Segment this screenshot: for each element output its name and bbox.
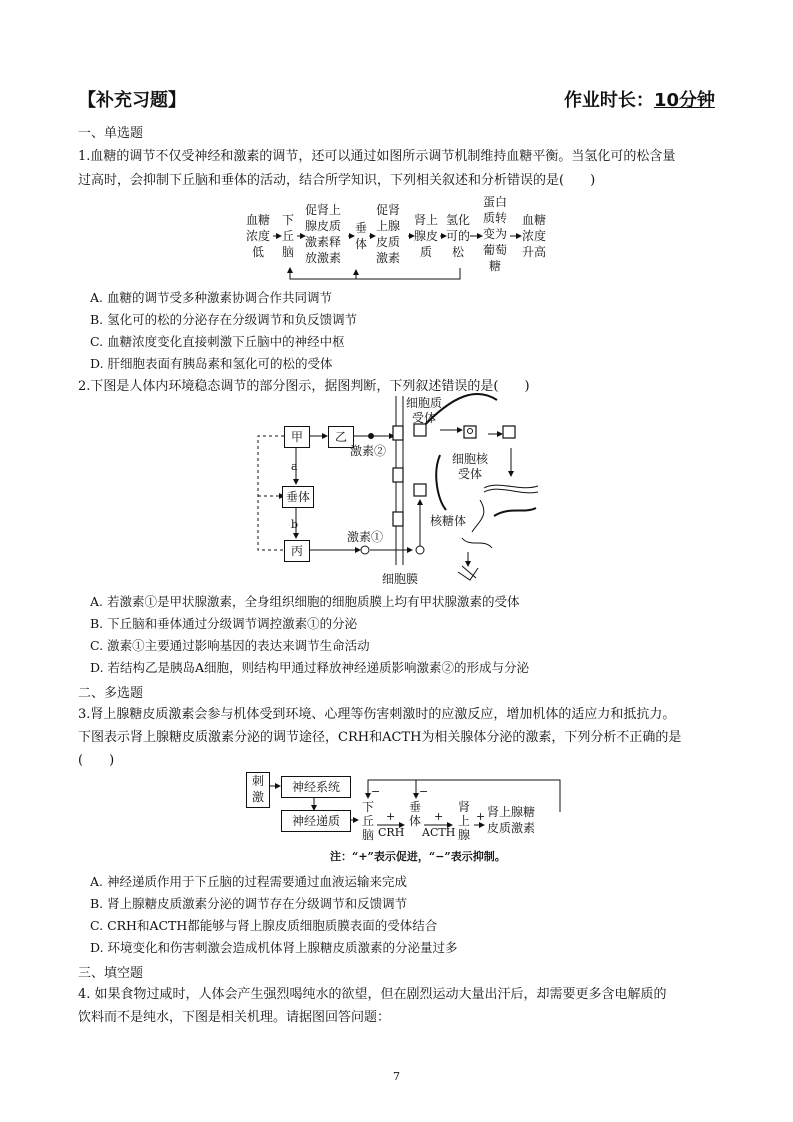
q3-plus-1: + [386,810,396,823]
q3-node-glucocorticoid: 肾上腺糖 皮质激素 [487,805,536,835]
page-number: 7 [393,1070,400,1083]
q3-node-neurotransmitter: 神经递质 [281,810,351,832]
q3-node-hypothalamus: 下 丘 脑 [362,800,375,842]
q1-stem-line2: 过高时，会抑制下丘脑和垂体的活动，结合所学知识，下列相关叙述和分析错误的是( ) [78,173,596,188]
q2-label-ribosome: 核糖体 [430,514,467,528]
section-single-choice: 一、单选题 [78,126,144,141]
q3-option-a[interactable]: A. 神经递质作用于下丘脑的过程需要通过血液运输来完成 [90,874,407,889]
q3-plus-2: + [434,810,444,823]
duration-value: 10分钟 [653,90,715,111]
q3-stem-line1: 3.肾上腺糖皮质激素会参与机体受到环境、心理等伤害刺激时的应激反应，增加机体的适应力和抵抗力。 [78,707,676,722]
q1-node-pituitary: 垂 体 [355,221,368,251]
q2-option-b[interactable]: B. 下丘脑和垂体通过分级调节调控激素①的分泌 [90,616,358,631]
q2-label-cyto-receptor: 细胞质 受体 [406,396,443,425]
q3-option-b[interactable]: B. 肾上腺糖皮质激素分泌的调节存在分级调节和反馈调节 [90,896,408,911]
section-multi-choice: 二、多选题 [78,686,144,701]
exercise-title: 【补充习题】 [78,90,186,111]
q1-node-crh: 促肾上 腺皮质 激素释 放激素 [305,203,342,265]
q3-diagram-note: 注：“+”表示促进，“−”表示抑制。 [330,850,506,863]
q2-label-hormone2: 激素② [350,444,387,458]
q2-node-pituitary: 垂体 [282,486,314,508]
q2-option-c[interactable]: C. 激素①主要通过影响基因的表达来调节生命活动 [90,638,370,653]
q1-node-protein-to-glucose: 蛋白 质转 变为 葡萄 糖 [483,195,508,273]
q1-node-glucose-rise: 血糖 浓度 升高 [522,213,547,259]
q3-stem-line3: ( ) [78,753,115,768]
q3-minus-1: − [371,785,381,798]
q4-stem-line1: 4. 如果食物过咸时，人体会产生强烈喝纯水的欲望，但在剧烈运动大量出汗后，却需要更多含电解质的 [78,987,667,1002]
q3-option-d[interactable]: D. 环境变化和伤害刺激会造成机体肾上腺糖皮质激素的分泌量过多 [90,940,458,955]
q2-label-nuc-receptor: 细胞核 受体 [452,452,489,481]
q3-node-nervous-system: 神经系统 [281,776,351,798]
section-fill-blank: 三、填空题 [78,966,144,981]
q2-label-b: b [291,518,299,531]
q1-node-adrenal-cortex: 肾上 腺皮 质 [414,213,439,259]
q1-stem-line1: 1.血糖的调节不仅受神经和激素的调节，还可以通过如图所示调节机制维持血糖平衡。当氢化可的松含量 [78,149,676,164]
q3-plus-3: + [476,810,486,823]
q2-node-bing: 丙 [284,540,310,562]
q1-node-hypothalamus: 下 丘 脑 [282,213,295,259]
q3-label-acth: ACTH [422,826,456,839]
q2-node-yi: 乙 [328,426,354,448]
q1-node-low-glucose: 血糖 浓度 低 [246,213,271,259]
q2-label-hormone1: 激素① [347,530,384,544]
q1-node-acth: 促肾 上腺 皮质 激素 [376,203,401,265]
q2-label-membrane: 细胞膜 [382,572,419,586]
q1-node-hydrocortisone: 氢化 可的 松 [446,213,471,259]
q2-node-jia: 甲 [284,426,310,448]
q2-option-d[interactable]: D. 若结构乙是胰岛A细胞，则结构甲通过释放神经递质影响激素②的形成与分泌 [90,660,530,675]
q1-option-b[interactable]: B. 氢化可的松的分泌存在分级调节和负反馈调节 [90,312,358,327]
q3-node-stimulus: 刺 激 [246,772,270,808]
q3-stem-line2: 下图表示肾上腺糖皮质激素分泌的调节途径，CRH和ACTH为相关腺体分泌的激素，下列分析不正确的是 [78,730,682,745]
q3-node-pituitary: 垂 体 [409,800,422,828]
q2-label-a: a [291,460,298,473]
q4-stem-line2: 饮料而不是纯水，下图是相关机理。请据图回答问题： [78,1010,391,1025]
q2-stem: 2.下图是人体内环境稳态调节的部分图示，据图判断，下列叙述错误的是( ) [78,379,530,394]
q3-node-adrenal: 肾 上 腺 [458,800,471,842]
duration-prefix: 作业时长： [563,90,654,111]
q2-option-a[interactable]: A. 若激素①是甲状腺激素，全身组织细胞的细胞质膜上均有甲状腺激素的受体 [90,594,520,609]
q3-label-crh: CRH [378,826,405,839]
q1-option-a[interactable]: A. 血糖的调节受多种激素协调合作共同调节 [90,290,332,305]
q1-option-c[interactable]: C. 血糖浓度变化直接刺激下丘脑中的神经中枢 [90,334,345,349]
q1-option-d[interactable]: D. 肝细胞表面有胰岛素和氢化可的松的受体 [90,356,333,371]
q3-option-c[interactable]: C. CRH和ACTH都能够与肾上腺皮质细胞质膜表面的受体结合 [90,918,438,933]
q3-minus-2: − [419,785,429,798]
